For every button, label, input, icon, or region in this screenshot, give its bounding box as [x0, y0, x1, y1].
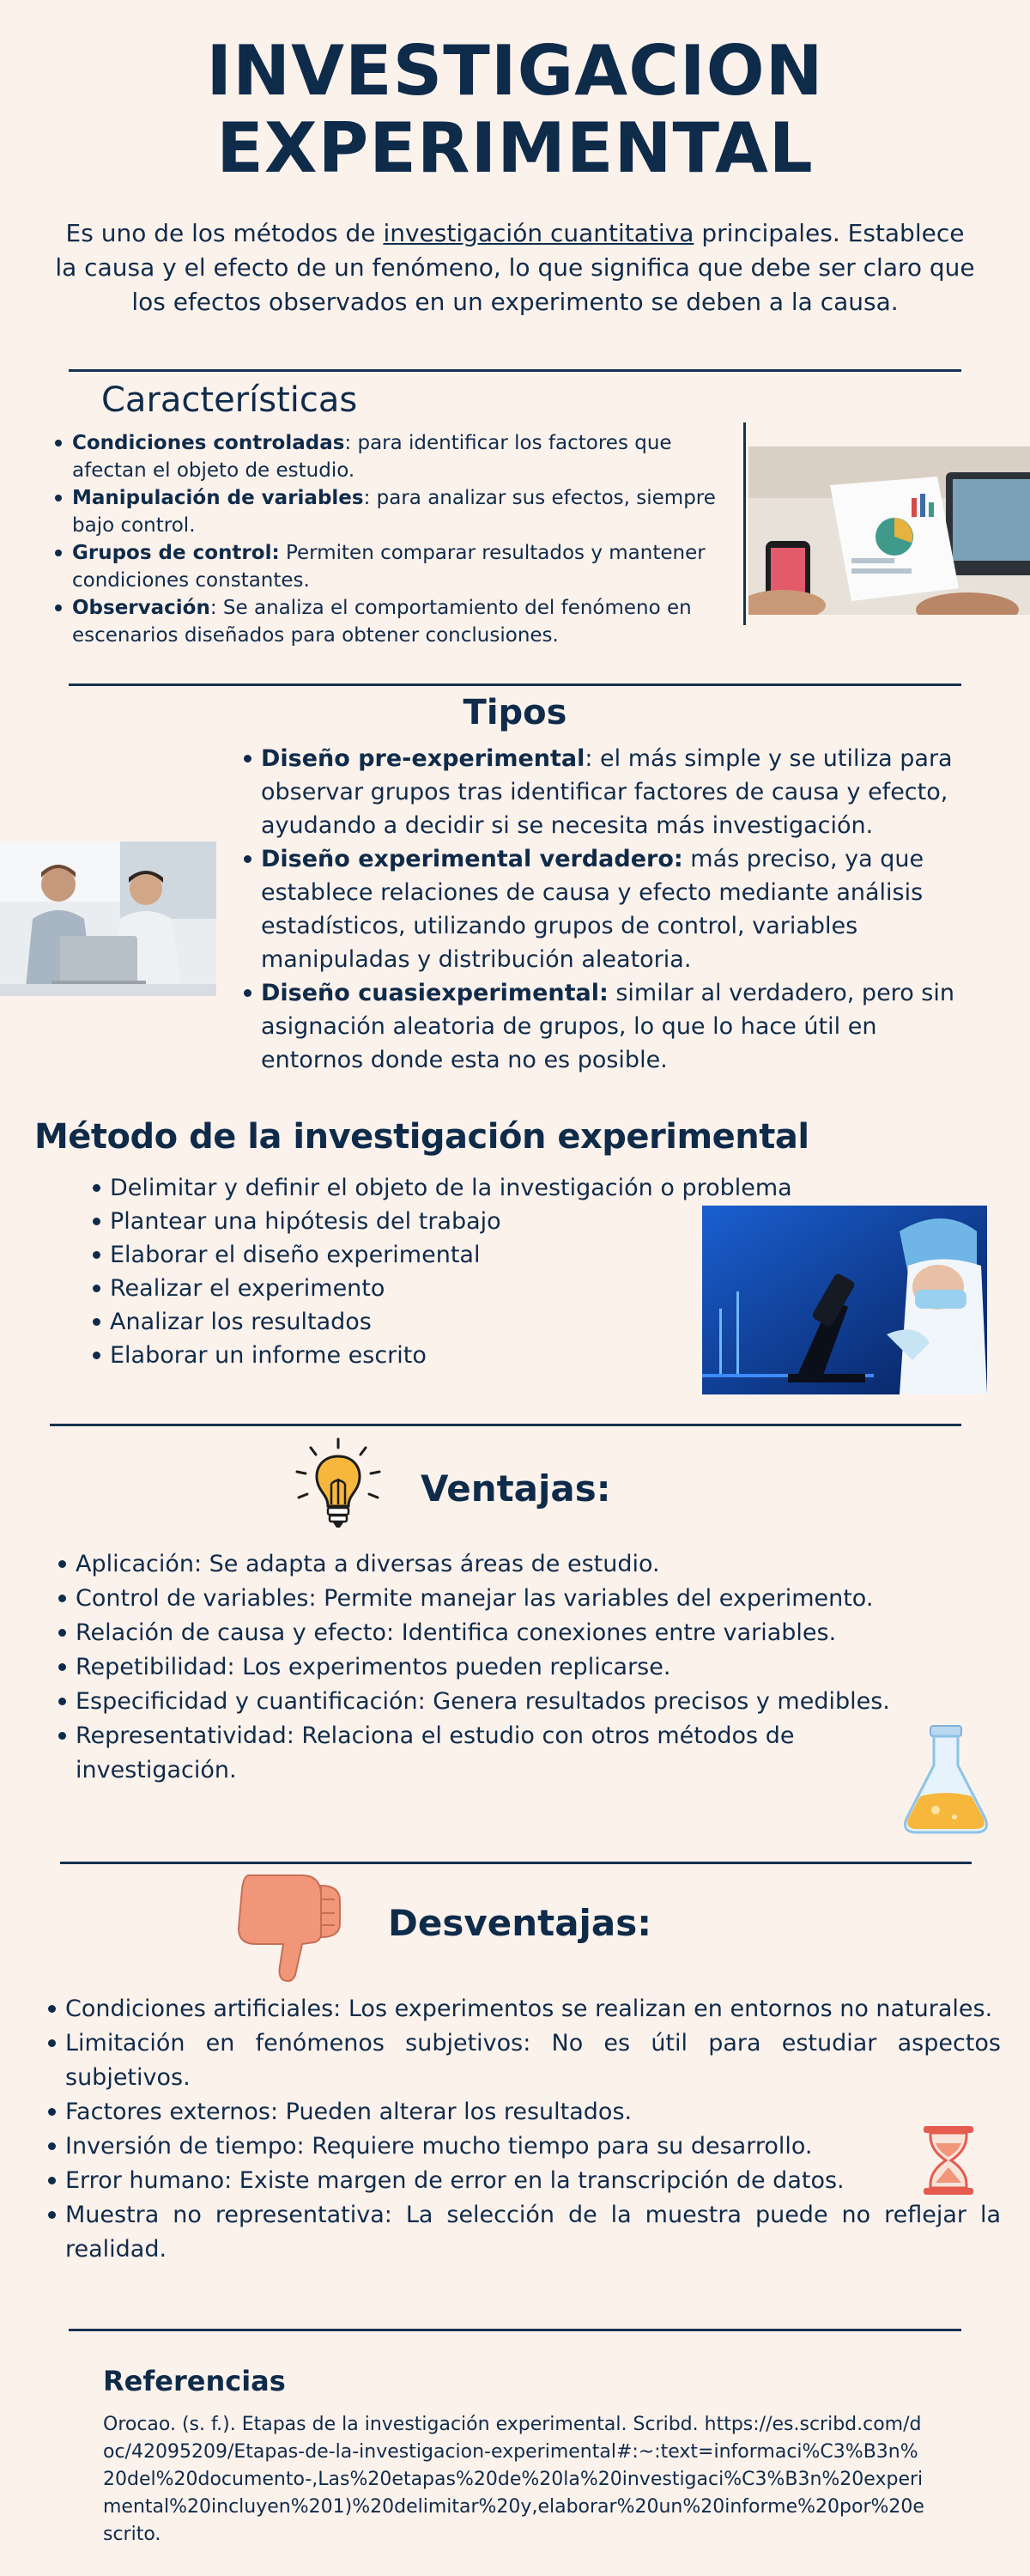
list-item: Manipulación de variables: para analizar sus efectos, siempre bajo control.	[72, 484, 733, 539]
caracteristicas-list	[72, 429, 733, 649]
list-item: Diseño cuasiexperimental: similar al verdadero, pero sin asignación aleatoria de grupos, lo que lo hace útil en entornos donde esta no es posible.	[261, 976, 978, 1077]
hourglass-icon	[920, 2124, 977, 2196]
divider	[50, 1424, 961, 1426]
list-item: Diseño pre-experimental: el más simple y se utiliza para observar grupos tras identificar factores de causa y efecto, ayudando a decidir si se necesita más investigación.	[261, 742, 978, 842]
list-item: Inversión de tiempo: Requiere mucho tiempo para su desarrollo.	[65, 2129, 1001, 2164]
intro-paragraph	[52, 216, 978, 319]
page-title	[0, 33, 1030, 187]
ventajas-list	[76, 1547, 960, 1788]
title-line-1: INVESTIGACION	[206, 31, 824, 111]
list-item: Representatividad: Relaciona el estudio con otros métodos de investigación.	[76, 1719, 848, 1788]
desventajas-heading: Desventajas:	[388, 1902, 652, 1944]
thumbs-down-icon	[232, 1870, 347, 1985]
divider	[60, 1862, 972, 1864]
list-item: Observación: Se analiza el comportamiento del fenómeno en escenarios diseñados para obtener conclusiones.	[72, 594, 733, 649]
flask-icon	[901, 1722, 991, 1838]
referencias-heading: Referencias	[103, 2365, 286, 2397]
metodo-heading: Método de la investigación experimental	[34, 1117, 809, 1157]
intro-link[interactable]: investigación cuantitativa	[383, 219, 694, 247]
list-item: Aplicación: Se adapta a diversas áreas de estudio.	[76, 1547, 960, 1582]
list-item: Condiciones controladas: para identificar los factores que afectan el objeto de estudio.	[72, 429, 733, 484]
intro-text-after: principales. Establece la causa y el efecto de un fenómeno, lo que significa que debe ser claro que los efectos observados en un experimento se deben a la causa.	[55, 219, 975, 316]
vertical-divider	[743, 422, 746, 625]
lightbulb-icon	[288, 1436, 388, 1535]
divider	[69, 2329, 961, 2331]
list-item: Condiciones artificiales: Los experimentos se realizan en entornos no naturales.	[65, 1992, 1001, 2026]
list-item: Analizar los resultados	[110, 1305, 848, 1339]
title-line-2: EXPERIMENTAL	[216, 108, 814, 188]
divider	[69, 369, 961, 372]
list-item: Grupos de control: Permiten comparar resultados y mantener condiciones constantes.	[72, 539, 733, 594]
list-item: Elaborar el diseño experimental	[110, 1238, 848, 1272]
desventajas-list	[65, 1992, 1001, 2267]
list-item: Delimitar y definir el objeto de la investigación o problema	[110, 1171, 848, 1205]
list-item: Elaborar un informe escrito	[110, 1339, 848, 1372]
list-item: Especificidad y cuantificación: Genera resultados precisos y medibles.	[76, 1685, 960, 1719]
list-item: Realizar el experimento	[110, 1272, 848, 1305]
ventajas-heading: Ventajas:	[421, 1467, 611, 1510]
list-item: Diseño experimental verdadero: más preciso, ya que establece relaciones de causa y efecto mediante análisis estadísticos, utilizando grupos de control, variables manipuladas y distribución aleatoria.	[261, 842, 978, 976]
intro-text-before: Es uno de los métodos de	[65, 219, 384, 247]
microscope-photo	[702, 1206, 987, 1394]
list-item: Control de variables: Permite manejar las variables del experimento.	[76, 1582, 960, 1616]
dashboard-photo	[748, 447, 1030, 615]
list-item: Repetibilidad: Los experimentos pueden replicarse.	[76, 1650, 960, 1685]
list-item: Relación de causa y efecto: Identifica conexiones entre variables.	[76, 1616, 960, 1650]
tipos-list	[261, 742, 978, 1077]
list-item: Plantear una hipótesis del trabajo	[110, 1205, 848, 1238]
list-item: Factores externos: Pueden alterar los resultados.	[65, 2095, 1001, 2129]
list-item: Limitación en fenómenos subjetivos: No es útil para estudiar aspectos subjetivos.	[65, 2026, 1001, 2095]
office-photo	[0, 841, 216, 996]
caracteristicas-heading: Características	[101, 380, 358, 420]
divider	[69, 683, 961, 686]
list-item: Muestra no representativa: La selección de la muestra puede no reflejar la realidad.	[65, 2198, 1001, 2267]
list-item: Error humano: Existe margen de error en la transcripción de datos.	[65, 2164, 1001, 2198]
referencias-text: Orocao. (s. f.). Etapas de la investigación experimental. Scribd. https://es.scribd.com/doc/42095209/Etapas-de-la-investigacion-experimental#:~:text=informaci%C3%B3n%20del%20documento-,Las%20etapas%20de%20la%20investigaci%C3%B3n%20experimental%20incluyen%201)%20delimitar%20y,elaborar%20un%20informe%20por%20escrito.	[103, 2414, 924, 2545]
tipos-heading: Tipos	[463, 693, 567, 732]
